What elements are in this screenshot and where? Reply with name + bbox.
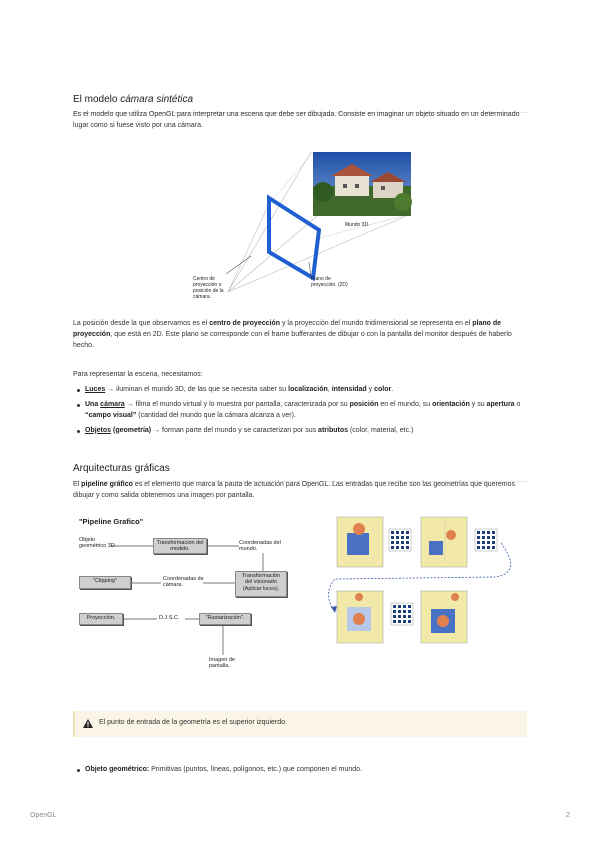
section-title-camera-model: El modelo cámara sintética [73, 92, 527, 113]
stage-grid-1 [389, 529, 411, 551]
pipeline-paragraph: El pipeline gráfico es el elemento que marca la pauta de actuación para OpenGL. Las entradas que recibe son las geometrías que queremos dibujar y como salida obtenemos una imagen por pantalla. [73, 481, 516, 499]
pipeline-rasterizacion: "Rastarización". [199, 613, 251, 625]
pipeline-title: "Pipeline Grafico" [79, 517, 144, 526]
section-title-architectures: Arquitecturas gráficas [73, 461, 527, 482]
pipeline-illustration [325, 513, 527, 653]
pipeline-djsc: D.J.S.C. [159, 615, 180, 621]
camera-diagram [73, 152, 527, 302]
scene-requirements-intro: Para representar la escena, necesitamos: [73, 371, 203, 378]
stage-raster [421, 591, 467, 643]
stage-clip [337, 591, 383, 643]
pipeline-coord-camara: Coordenadas de cámara. [163, 576, 204, 589]
projection-paragraph: La posición desde la que observamos es el centro de proyección y la proyección del mundo tridimensional se representa en el plano de proyección, que está en 2D. Este plano se corresponde con el frame bufferantes de dibujar o con la pantalla del monitor después de haberlo hecho. [73, 320, 512, 349]
label-center-projection: Centro de proyección o posición de la cámara. [193, 276, 224, 300]
warning-note-text: El punto de entrada de la geometría es el superior izquierdo. [99, 719, 287, 726]
list-item: Objeto geométrico: Primitivas (puntos, líneas, polígonos, etc.) que componen el mundo. [73, 765, 527, 776]
stage-world [421, 517, 467, 567]
pipeline-diagram [73, 513, 318, 693]
synthetic-camera-figure [73, 152, 527, 302]
stage-grid-2 [475, 529, 497, 551]
pipeline-proyeccion: Proyección. [79, 613, 123, 625]
pipeline-transf-visionado: Transformación del visionado (Aplicar luces). [235, 571, 287, 597]
pipeline-transf-modelo: Transformacion del modelo. [153, 538, 207, 554]
label-projection-plane: Plano de proyección. (2D) [311, 276, 348, 288]
stage-object [337, 517, 383, 567]
geometry-list [73, 765, 527, 780]
list-item: Objetos (geometría) → forman parte del mundo y se caracterizan por sus atributos (color, material, etc.) [73, 426, 527, 437]
pipeline-imagen: Imagen de pantalla. [209, 657, 235, 670]
world-photo [313, 152, 412, 216]
warning-note [73, 711, 527, 737]
warning-icon [83, 719, 93, 728]
pipeline-objeto: Objeto geométrico 3D [79, 537, 115, 550]
stage-grid-3 [391, 603, 413, 625]
footer-title: OpenGL [30, 812, 57, 819]
pipeline-clipping: "Clipping" [79, 576, 131, 589]
pipeline-illustration-svg [325, 513, 527, 653]
label-world-3d: Mundo 3D. [345, 222, 370, 228]
page-number: 2 [566, 812, 570, 819]
intro-paragraph: Es el modelo que utiliza OpenGL para interpretar una escena que debe ser dibujada. Consiste en imaginar un objeto situado en un determinado lugar como si fuese visto por una cámara. [73, 111, 520, 129]
scene-requirements-list [73, 385, 527, 440]
pipeline-coord-mundo: Coordenadas del mundo. [239, 540, 281, 553]
list-item: Luces → iluminan el mundo 3D, de las que se necesita saber su localización, intensidad y color. [73, 385, 527, 396]
list-item: Una cámara → filma el mundo virtual y lo muestra por pantalla, caracterizada por su posición en el mundo, su orientación y su apertura o “campo visual” (cantidad del mundo que la cámara alcanza a ver). [73, 400, 527, 422]
